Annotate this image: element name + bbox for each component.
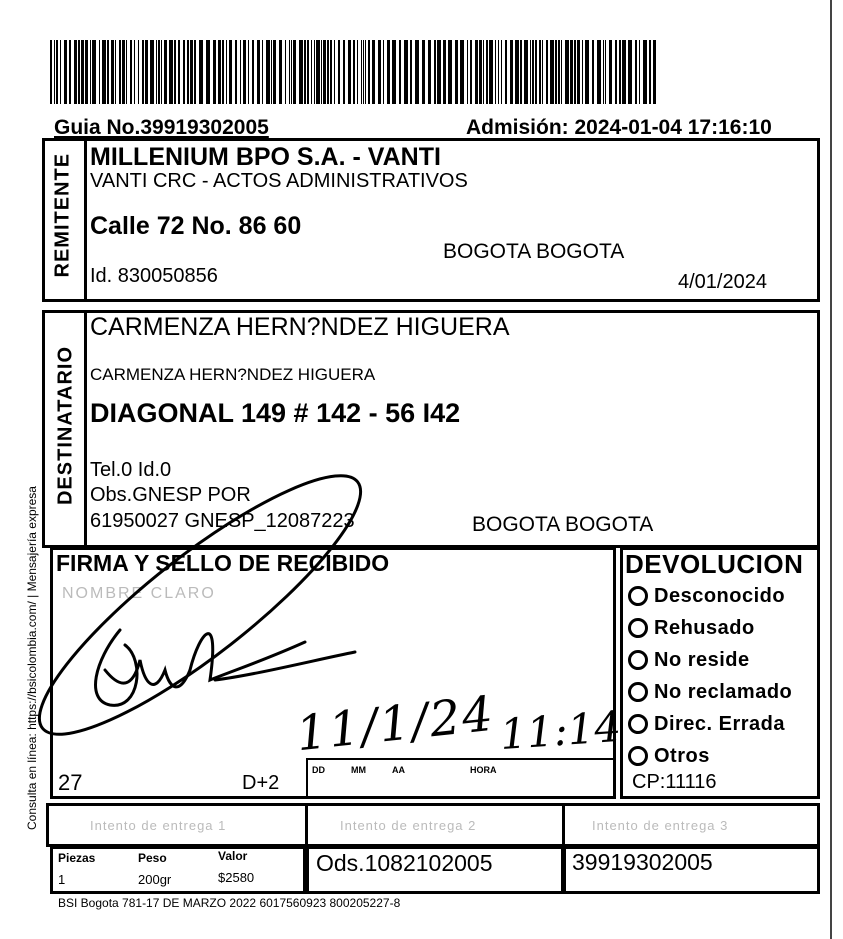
returns-options: [628, 580, 792, 772]
barcode-bar: [134, 40, 135, 104]
barcode-bar: [235, 40, 237, 104]
barcode-bar: [470, 40, 472, 104]
barcode-bar: [156, 40, 157, 104]
barcode-bar: [483, 40, 484, 104]
barcode-bar: [546, 40, 548, 104]
sender-label: REMITENTE: [51, 152, 74, 278]
barcode-bar: [428, 40, 431, 104]
barcode-bar: [150, 40, 154, 104]
barcode-bar: [434, 40, 436, 104]
barcode-bar: [577, 40, 580, 104]
ods-number: Ods.1082102005: [316, 850, 493, 876]
barcode-bar: [643, 40, 647, 104]
attempt-1: Intento de entrega 1: [90, 818, 227, 833]
recipient-phone-id: Tel.0 Id.0: [90, 459, 172, 481]
barcode-bar: [190, 40, 193, 104]
recipient-address: DIAGONAL 149 # 142 - 56 I42: [90, 398, 461, 428]
barcode-bar: [515, 40, 519, 104]
barcode-bar: [138, 40, 139, 104]
barcode-bar: [323, 40, 326, 104]
barcode-bar: [585, 40, 589, 104]
footer-bottom-line: BSI Bogota 781-17 DE MARZO 2022 6017560923 800205227-8: [58, 896, 401, 910]
barcode-bar: [383, 40, 384, 104]
handwritten-date: 11/1/24: [293, 685, 498, 763]
barcode-bar: [365, 40, 366, 104]
barcode-bar: [486, 40, 488, 104]
barcode-bar: [273, 40, 276, 104]
barcode-bar: [316, 40, 320, 104]
barcode-bar: [443, 40, 446, 104]
sender-id: Id. 830050856: [90, 265, 218, 287]
barcode-bar: [479, 40, 482, 104]
barcode-bar: [102, 40, 106, 104]
barcode-bar: [222, 40, 224, 104]
barcode-bar: [240, 40, 241, 104]
barcode-bar: [266, 40, 270, 104]
barcode-bar: [582, 40, 583, 104]
barcode-bar: [158, 40, 160, 104]
barcode-bar: [530, 40, 531, 104]
barcode-bar: [307, 40, 309, 104]
recipient-reference: 61950027 GNESP_12087223: [90, 510, 355, 532]
recipient-label: DESTINATARIO: [54, 345, 77, 506]
barcode-bar: [510, 40, 513, 104]
barcode-bar: [372, 40, 375, 104]
barcode-bar: [314, 40, 315, 104]
barcode-bar: [74, 40, 77, 104]
barcode-bar: [448, 40, 452, 104]
barcode-bar: [60, 40, 61, 104]
barcode-bar: [115, 40, 116, 104]
radio-circle-icon: [628, 682, 648, 702]
barcode-bar: [609, 40, 612, 104]
return-option-no-reclamado[interactable]: [628, 676, 792, 708]
barcode-bar: [178, 40, 180, 104]
barcode-bar: [422, 40, 425, 104]
barcode-bar: [85, 40, 88, 104]
barcode-bar: [392, 40, 396, 104]
barcode-bar: [257, 40, 260, 104]
barcode-bar: [90, 40, 91, 104]
barcode-bar: [532, 40, 534, 104]
barcode-bar: [279, 40, 282, 104]
barcode-bar: [467, 40, 468, 104]
side-consult-text: Consulta en línea: https://bsicolombia.com/ | Mensajería expresa: [25, 486, 39, 830]
barcode-bar: [69, 40, 71, 104]
barcode-bar: [130, 40, 132, 104]
barcode-bar: [271, 40, 272, 104]
barcode-bar: [56, 40, 58, 104]
barcode-bar: [561, 40, 562, 104]
barcode-bar: [174, 40, 176, 104]
barcode-bar: [565, 40, 569, 104]
barcode-bar: [187, 40, 189, 104]
barcode-bar: [321, 40, 322, 104]
barcode-bar: [570, 40, 573, 104]
faded-stamp: NOMBRE CLARO: [62, 585, 216, 602]
barcode-bar: [628, 40, 632, 104]
barcode-bar: [194, 40, 196, 104]
barcode-bar: [299, 40, 303, 104]
barcode-bar: [285, 40, 286, 104]
barcode-bar: [291, 40, 292, 104]
barcode-bar: [520, 40, 522, 104]
barcode-bar: [489, 40, 493, 104]
barcode-bar: [542, 40, 543, 104]
barcode-bar: [311, 40, 312, 104]
return-option-label: Desconocido: [654, 584, 786, 607]
barcode-bar: [505, 40, 507, 104]
barcode-bar: [592, 40, 594, 104]
barcode-bar: [142, 40, 144, 104]
barcode-bar: [357, 40, 358, 104]
handwritten-time: 11:14: [498, 701, 623, 760]
barcode-bar: [111, 40, 114, 104]
barcode-bar: [169, 40, 173, 104]
radio-circle-icon: [628, 714, 648, 734]
barcode-bar: [206, 40, 210, 104]
barcode-bar: [555, 40, 557, 104]
barcode-bar: [574, 40, 576, 104]
barcode: [50, 40, 660, 104]
barcode-bar: [495, 40, 496, 104]
barcode-bar: [622, 40, 626, 104]
barcode-bar: [524, 40, 528, 104]
barcode-bar: [289, 40, 290, 104]
pieces-value: 1: [58, 872, 66, 887]
barcode-bar: [81, 40, 84, 104]
barcode-bar: [501, 40, 502, 104]
return-option-label: Rehusado: [654, 616, 755, 639]
barcode-bar: [64, 40, 67, 104]
barcode-bar: [248, 40, 249, 104]
receipt-code: 27: [58, 770, 83, 795]
guide-number: Guia No.39919302005: [54, 116, 269, 139]
barcode-bar: [603, 40, 604, 104]
barcode-bar: [78, 40, 80, 104]
date-label-hora: HORA: [470, 765, 497, 775]
barcode-bar: [119, 40, 121, 104]
sender-address: Calle 72 No. 86 60: [90, 212, 302, 240]
barcode-bar: [437, 40, 441, 104]
barcode-bar: [361, 40, 362, 104]
barcode-bar: [653, 40, 656, 104]
value-value: $2580: [218, 870, 255, 885]
barcode-bar: [199, 40, 203, 104]
delivery-type: D+2: [242, 772, 280, 794]
barcode-bar: [122, 40, 125, 104]
admission-date: Admisión: 2024-01-04 17:16:10: [466, 116, 772, 139]
barcode-bar: [368, 40, 370, 104]
barcode-bar: [161, 40, 162, 104]
barcode-bar: [330, 40, 332, 104]
barcode-bar: [243, 40, 246, 104]
barcode-bar: [338, 40, 340, 104]
return-option-label: No reclamado: [654, 680, 793, 703]
barcode-bar: [619, 40, 621, 104]
sender-city: BOGOTA BOGOTA: [443, 240, 625, 263]
barcode-bar: [378, 40, 381, 104]
barcode-bar: [605, 40, 606, 104]
return-option-rehusado[interactable]: [628, 612, 792, 644]
barcode-graphic: [50, 40, 660, 104]
barcode-bar: [597, 40, 601, 104]
barcode-bar: [99, 40, 100, 104]
signature: [15, 470, 395, 760]
sender-department: VANTI CRC - ACTOS ADMINISTRATIVOS: [90, 170, 468, 192]
barcode-bar: [455, 40, 458, 104]
date-label-dd: DD: [312, 765, 325, 775]
barcode-bar: [558, 40, 560, 104]
return-option-label: Direc. Errada: [654, 712, 786, 735]
receipt-title: FIRMA Y SELLO DE RECIBIDO: [56, 550, 390, 576]
barcode-bar: [639, 40, 640, 104]
recipient-name-secondary: CARMENZA HERN?NDEZ HIGUERA: [90, 365, 376, 384]
return-option-label: Otros: [654, 744, 710, 767]
value-label: Valor: [218, 849, 248, 863]
sender-date: 4/01/2024: [678, 271, 767, 293]
barcode-bar: [334, 40, 335, 104]
date-label-mm: MM: [351, 765, 366, 775]
barcode-bar: [252, 40, 254, 104]
postal-code: CP:11116: [632, 771, 717, 793]
return-option-label: No reside: [654, 648, 750, 671]
weight-value: 200gr: [138, 872, 172, 887]
pieces-label: Piezas: [58, 851, 96, 865]
barcode-bar: [387, 40, 390, 104]
attempt-3: Intento de entrega 3: [592, 818, 729, 833]
barcode-bar: [164, 40, 167, 104]
barcode-bar: [262, 40, 263, 104]
barcode-bar: [343, 40, 345, 104]
date-label-aa: AA: [392, 765, 405, 775]
barcode-bar: [218, 40, 221, 104]
barcode-bar: [498, 40, 499, 104]
return-option-no-reside[interactable]: [628, 644, 792, 676]
radio-circle-icon: [628, 618, 648, 638]
page-edge: [830, 0, 832, 939]
return-option-direc-errada[interactable]: [628, 708, 792, 740]
radio-circle-icon: [628, 746, 648, 766]
barcode-bar: [460, 40, 464, 104]
barcode-bar: [475, 40, 478, 104]
barcode-bar: [535, 40, 537, 104]
barcode-bar: [410, 40, 412, 104]
barcode-bar: [304, 40, 306, 104]
barcode-bar: [213, 40, 216, 104]
barcode-bar: [92, 40, 96, 104]
return-option-desconocido[interactable]: [628, 580, 792, 612]
barcode-bar: [107, 40, 109, 104]
barcode-bar: [348, 40, 351, 104]
date-box: [306, 758, 616, 798]
barcode-bar: [226, 40, 227, 104]
barcode-bar: [293, 40, 296, 104]
recipient-city: BOGOTA BOGOTA: [472, 513, 654, 536]
footer-guide-number: 39919302005: [572, 849, 713, 875]
barcode-bar: [229, 40, 232, 104]
returns-title: DEVOLUCION: [625, 549, 804, 579]
barcode-bar: [539, 40, 541, 104]
radio-circle-icon: [628, 586, 648, 606]
return-option-otros[interactable]: [628, 740, 792, 772]
attempt-2: Intento de entrega 2: [340, 818, 477, 833]
barcode-bar: [404, 40, 408, 104]
barcode-bar: [363, 40, 364, 104]
sender-company: MILLENIUM BPO S.A. - VANTI: [90, 143, 441, 171]
recipient-observation: Obs.GNESP POR: [90, 484, 251, 506]
barcode-bar: [415, 40, 419, 104]
barcode-bar: [353, 40, 355, 104]
barcode-bar: [145, 40, 148, 104]
barcode-bar: [399, 40, 401, 104]
weight-label: Peso: [138, 851, 167, 865]
barcode-bar: [126, 40, 127, 104]
barcode-bar: [550, 40, 554, 104]
barcode-bar: [50, 40, 52, 104]
barcode-bar: [635, 40, 637, 104]
barcode-bar: [54, 40, 55, 104]
radio-circle-icon: [628, 650, 648, 670]
recipient-name: CARMENZA HERN?NDEZ HIGUERA: [90, 313, 510, 341]
barcode-bar: [327, 40, 329, 104]
barcode-bar: [183, 40, 185, 104]
barcode-bar: [649, 40, 651, 104]
barcode-bar: [615, 40, 617, 104]
